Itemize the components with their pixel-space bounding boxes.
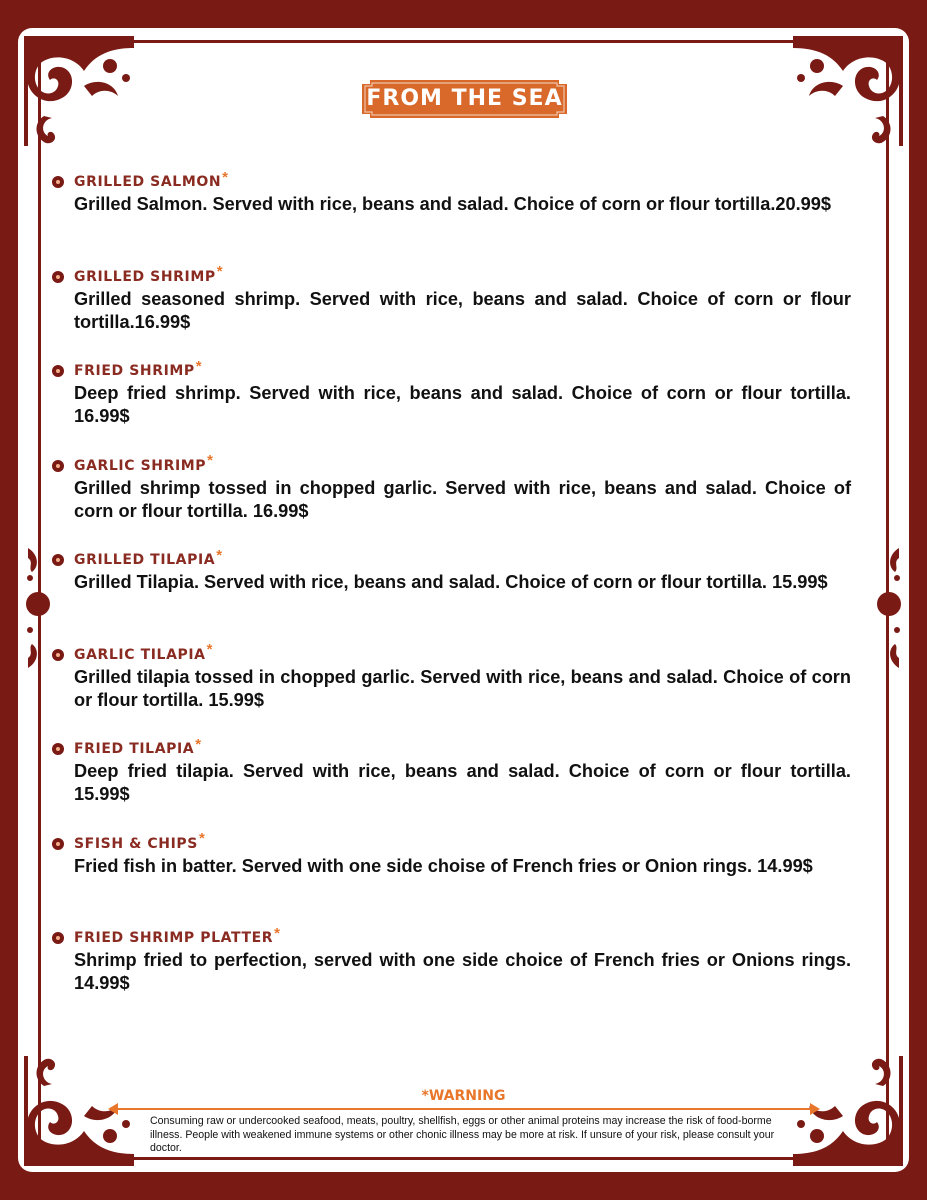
- asterisk-mark: *: [198, 830, 205, 847]
- asterisk-mark: *: [216, 546, 223, 564]
- double-arrow-divider: [108, 1102, 820, 1116]
- bullet-icon: [52, 176, 64, 188]
- item-name: FRIED SHRIMP: [74, 363, 195, 379]
- asterisk-mark: *: [222, 168, 229, 186]
- warning-title: *WARNING: [421, 1088, 506, 1104]
- bullet-icon: [52, 649, 64, 661]
- item-description: Grilled Tilapia. Served with rice, beans and salad. Choice of corn or flour tortilla. 15.99$: [74, 572, 828, 592]
- asterisk-mark: *: [274, 924, 281, 942]
- bullet-icon: [52, 743, 64, 755]
- item-description: Grilled tilapia tossed in chopped garlic. Served with rice, beans and salad. Choice of corn or flour tortilla. 15.99$: [74, 666, 851, 710]
- menu-item: [52, 168, 852, 267]
- menu-item: [52, 357, 852, 456]
- corner-ornament-top-right: [783, 26, 913, 156]
- section-title: FROM THE SEA: [366, 86, 563, 111]
- item-name: FRIED TILAPIA: [74, 741, 195, 757]
- side-ornament-right: [875, 548, 903, 668]
- bullet-icon: [52, 838, 64, 850]
- asterisk-mark: *: [216, 263, 223, 280]
- menu-item: [52, 546, 852, 645]
- bullet-icon: [52, 932, 64, 944]
- bullet-icon: [52, 271, 64, 283]
- asterisk-mark: *: [195, 735, 202, 753]
- item-name: GRILLED SHRIMP: [74, 268, 216, 285]
- asterisk-mark: *: [206, 641, 213, 658]
- side-ornament-left: [24, 548, 52, 668]
- item-name: SFISH & CHIPS: [74, 835, 198, 852]
- item-name: FRIED SHRIMP PLATTER: [74, 930, 274, 946]
- item-name: GARLIC SHRIMP: [74, 457, 207, 474]
- item-description: Shrimp fried to perfection, served with one side choice of French fries or Onions rings. 14.99$: [74, 950, 851, 993]
- item-description: Grilled shrimp tossed in chopped garlic. Served with rice, beans and salad. Choice of corn or flour tortilla. 16.99$: [74, 477, 851, 521]
- menu-item: [52, 830, 852, 929]
- menu-item: [52, 735, 852, 834]
- menu-items: [52, 168, 852, 1023]
- item-description: Deep fried shrimp. Served with rice, beans and salad. Choice of corn or flour tortilla. 16.99$: [74, 383, 851, 426]
- corner-ornament-top-left: [14, 26, 144, 156]
- section-title-banner: [362, 80, 567, 118]
- menu-item: [52, 452, 852, 551]
- warning-text: Consuming raw or undercooked seafood, meats, poultry, shellfish, eggs or other animal proteins may increase the risk of food-borme illness. People with weakened immune systems or other chonic illness may be more at risk. If unsure of your risk, please consult your doctor.: [150, 1115, 775, 1154]
- bullet-icon: [52, 460, 64, 472]
- bullet-icon: [52, 554, 64, 566]
- item-name: GRILLED SALMON: [74, 174, 222, 190]
- item-name: GRILLED TILAPIA: [74, 552, 216, 568]
- menu-item: [52, 924, 852, 1023]
- item-description: Fried fish in batter. Served with one side choise of French fries or Onion rings. 14.99$: [74, 855, 813, 876]
- menu-item: [52, 641, 852, 740]
- asterisk-mark: *: [195, 357, 202, 375]
- asterisk-mark: *: [207, 452, 214, 469]
- item-name: GARLIC TILAPIA: [74, 646, 206, 663]
- item-description: Grilled Salmon. Served with rice, beans and salad. Choice of corn or flour tortilla.20.99$: [74, 194, 832, 214]
- item-description: Deep fried tilapia. Served with rice, beans and salad. Choice of corn or flour tortilla. 15.99$: [74, 761, 851, 804]
- item-description: Grilled seasoned shrimp. Served with rice, beans and salad. Choice of corn or flour tortilla.16.99$: [74, 288, 851, 332]
- bullet-icon: [52, 365, 64, 377]
- menu-item: [52, 263, 852, 362]
